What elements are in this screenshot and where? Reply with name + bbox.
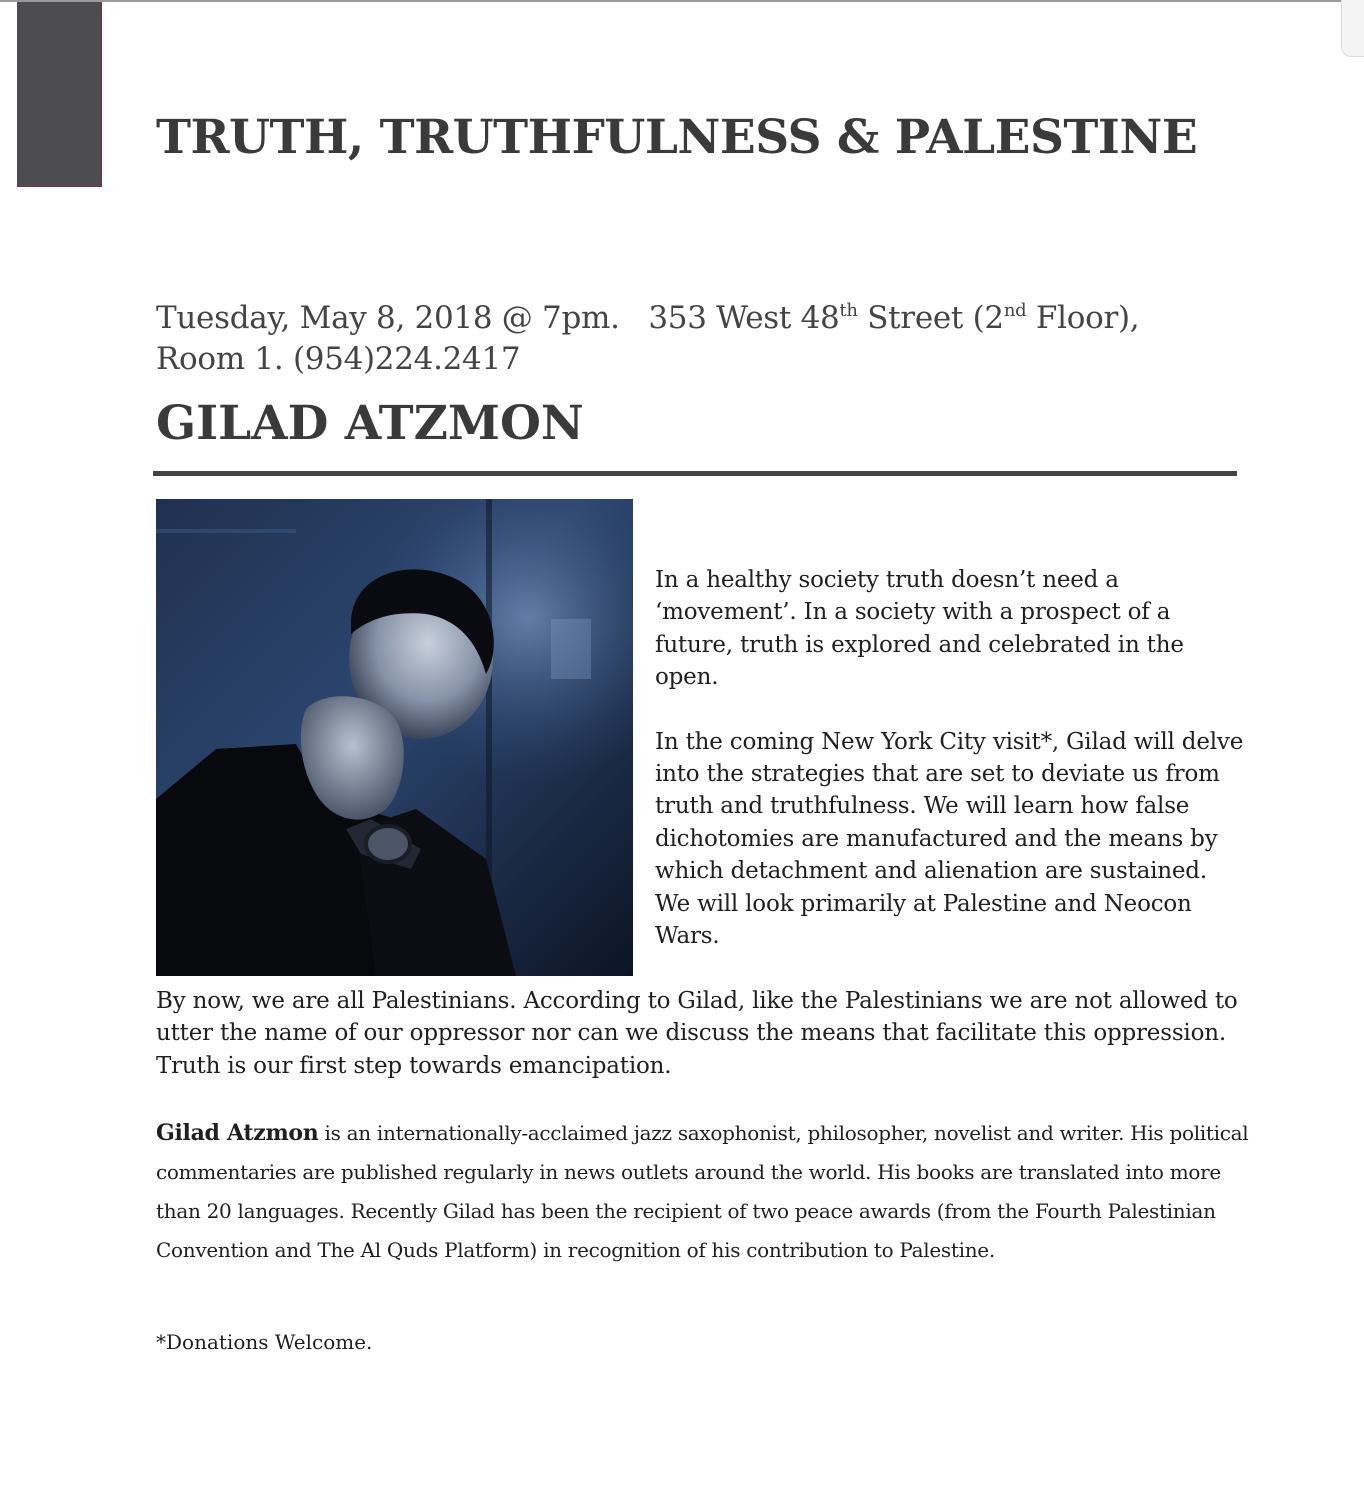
document-title: TRUTH, TRUTHFULNESS & PALESTINE — [156, 110, 1198, 165]
bio-name: Gilad Atzmon — [156, 1120, 319, 1146]
body-paragraph: By now, we are all Palestinians. According to Gilad, like the Palestinians we are not allowed to utter the name of our oppressor nor can we discuss the means that facilitate this oppression. Truth is our first step towards emancipation. — [156, 988, 1238, 1079]
event-room-phone: Room 1. (954)224.2417 — [156, 341, 521, 377]
event-date-time: Tuesday, May 8, 2018 @ 7pm. — [156, 300, 620, 336]
intro-paragraph-1: In a healthy society truth doesn’t need a ‘movement’. In a society with a prospect of a future, truth is explored and celebrated in the open. — [655, 567, 1184, 691]
address-ordinal-suffix: th — [839, 300, 858, 321]
floor-ordinal-suffix: nd — [1003, 300, 1027, 321]
speaker-photo — [156, 499, 633, 976]
bio-text: is an internationally-acclaimed jazz saxophonist, philosopher, novelist and writer. His political commentaries are published regularly in news outlets around the world. His books are translated into more than 20 languages. Recently Gilad has been the recipient of two peace awards (from the Fourth Palestinian Convention and The Al Quds Platform) in recognition of his contribution to Palestine. — [156, 1121, 1249, 1262]
event-address-number: 353 West 48 — [648, 300, 840, 336]
intro-paragraph-2: In the coming New York City visit*, Gilad will delve into the strategies that are set to deviate us from truth and truthfulness. We will learn how false dichotomies are manufactured and the means by which detachment and alienation are sustained. We will look primarily at Palestine and Neocon Wars. — [655, 728, 1244, 950]
top-border — [0, 0, 1364, 2]
horizontal-rule — [153, 471, 1237, 476]
speaker-bio — [156, 1114, 1251, 1270]
event-details — [156, 298, 1246, 380]
intro-text — [655, 564, 1245, 952]
scrollbar-corner[interactable] — [1341, 0, 1364, 57]
speaker-portrait-image — [156, 499, 633, 976]
decorative-side-tab — [17, 2, 102, 187]
speaker-name: GILAD ATZMON — [156, 396, 584, 451]
event-floor-label: Floor), — [1026, 300, 1140, 336]
event-address-street: Street (2 — [857, 300, 1004, 336]
donations-note: *Donations Welcome. — [156, 1330, 373, 1354]
